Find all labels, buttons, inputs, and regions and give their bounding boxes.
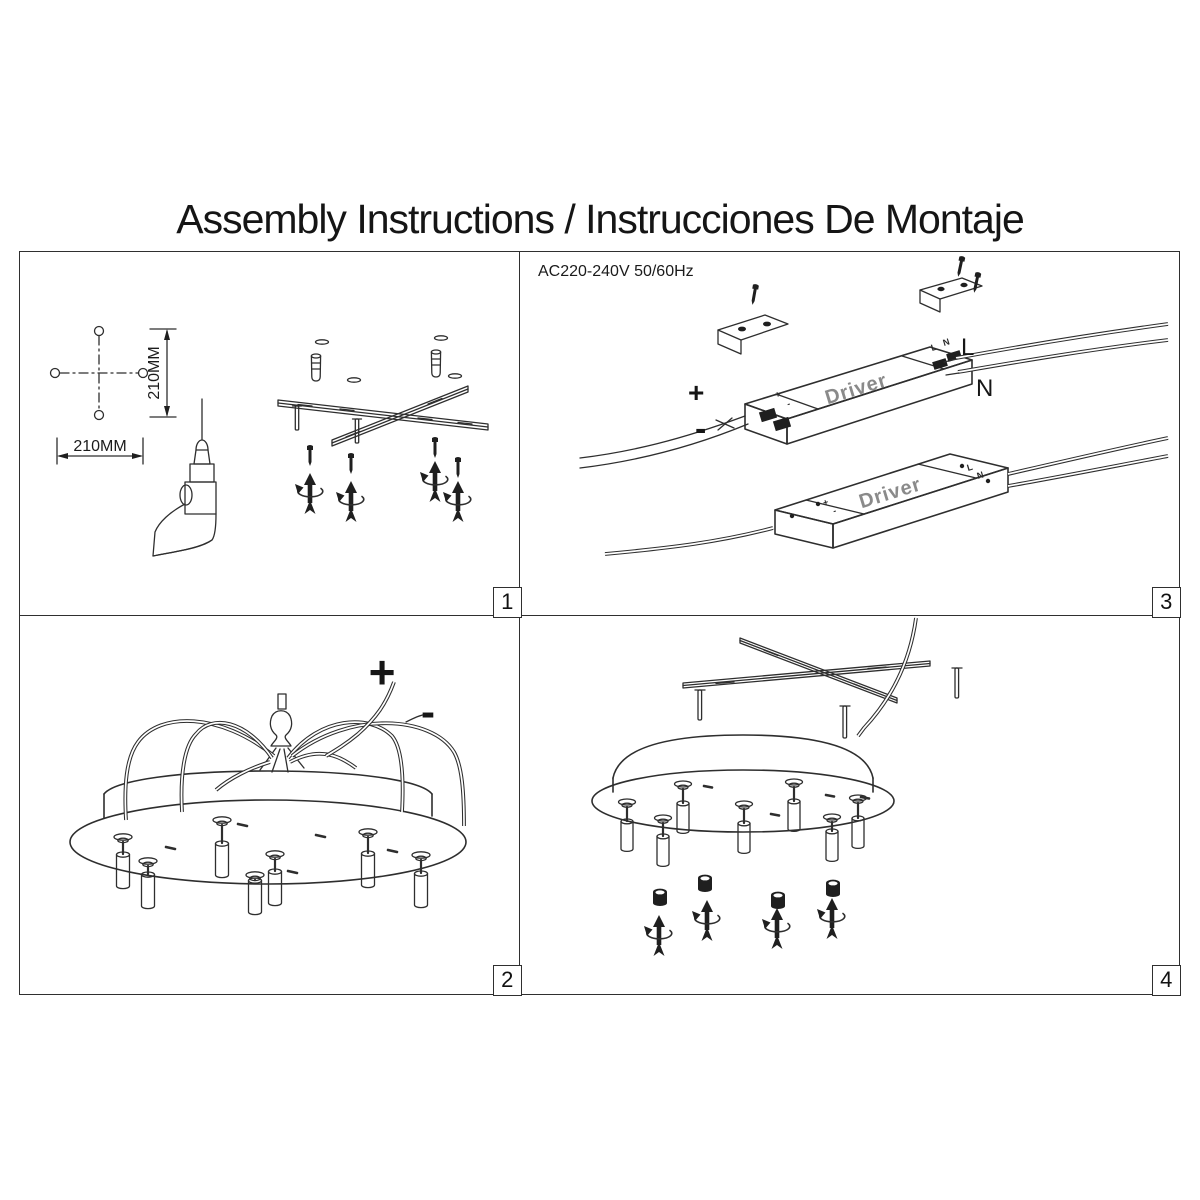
end-cap-icon (698, 875, 712, 892)
driver-cover (920, 278, 982, 312)
screw-icon (955, 256, 965, 278)
driver-label: Driver (822, 369, 890, 410)
driver-label: Driver (856, 473, 924, 514)
screw-icon (348, 453, 354, 474)
bracket-bar (332, 386, 468, 446)
mains-wires (941, 324, 1168, 375)
washer-icon (348, 378, 361, 382)
screw-peg-icon (695, 690, 705, 720)
pendant-tube (412, 852, 430, 908)
step-number-badge: 4 (1152, 965, 1181, 996)
driver-box-exploded (718, 256, 982, 444)
step-number-badge: 3 (1152, 587, 1181, 618)
rotate-arrow-icon (644, 915, 672, 956)
washer-icon (449, 374, 462, 378)
washer-icon (435, 336, 448, 340)
minus-label: - (421, 688, 435, 735)
pendant-tubes (114, 817, 430, 915)
dc-supply-wires (580, 416, 748, 468)
vertical-dimension (146, 329, 176, 417)
end-caps (653, 875, 840, 909)
power-rating-label: AC220-240V 50/60Hz (538, 263, 694, 280)
pendant-tube (675, 781, 692, 833)
plus-label: + (368, 646, 396, 698)
wall-anchor-icon (431, 350, 440, 377)
terminal-neutral-label: N (975, 469, 985, 481)
terminal-live-label: L (965, 461, 974, 473)
terminal-plus-label: + (773, 388, 782, 400)
screw-peg-icon (952, 668, 962, 698)
rotate-arrow-icon (443, 481, 471, 522)
instruction-grid (19, 251, 1180, 995)
panel-3-drawing (520, 252, 1177, 614)
hanging-wire (858, 618, 916, 736)
terminal-minus-label: - (785, 398, 792, 409)
mounting-holes-pattern (51, 327, 148, 420)
neutral-label: N (976, 375, 994, 402)
screw-icon (432, 437, 438, 458)
screw-peg-icon (840, 706, 850, 738)
end-cap-icon (771, 892, 785, 909)
pendant-tube (736, 801, 753, 853)
panel-step-2 (19, 615, 521, 995)
pendant-tube (619, 799, 636, 851)
pendant-tubes (619, 779, 867, 866)
terminal-block (773, 417, 791, 431)
terminal-neutral-label: N (941, 336, 951, 348)
pendant-tube (213, 817, 231, 878)
rotate-arrow-icon (420, 461, 448, 502)
pendant-tube (655, 815, 672, 866)
terminal-plus-label: + (821, 496, 830, 508)
pendant-tube (266, 851, 284, 906)
step-number-badge: 2 (493, 965, 522, 996)
screw-icon (749, 284, 759, 306)
end-cap-icon (826, 880, 840, 897)
dim-horizontal-label: 210MM (73, 438, 127, 455)
pendant-tube (786, 779, 803, 831)
live-label: L (961, 334, 975, 361)
driver-box-assembled (605, 438, 1168, 554)
panel-step-4 (519, 615, 1180, 995)
plate-slots (704, 786, 869, 816)
minus-label: - (695, 410, 707, 448)
plate-slots (166, 824, 397, 873)
horizontal-dimension (57, 438, 143, 464)
dim-vertical-label: 210MM (146, 346, 163, 400)
rotate-arrows (644, 898, 845, 956)
mounted-bracket (683, 638, 962, 738)
terminal-minus-label: - (831, 505, 838, 516)
panel-step-1 (19, 251, 521, 617)
panel-1-drawing (20, 252, 518, 614)
rotate-arrow-icon (817, 898, 845, 939)
rotate-arrow-icon (295, 473, 323, 514)
plus-label: + (688, 377, 705, 408)
page-title: Assembly Instructions / Instrucciones De Montaje (176, 196, 1024, 242)
pendant-tube (824, 814, 841, 861)
driver-cover (718, 315, 788, 354)
washer-icon (316, 340, 329, 344)
rotate-arrow-icon (692, 900, 720, 941)
pendant-tube (246, 872, 264, 915)
end-cap-icon (653, 889, 667, 906)
pendant-tube (114, 834, 132, 889)
rotate-arrow-icon (762, 908, 790, 949)
screw-icon (455, 457, 461, 478)
screw-peg-icon (293, 406, 302, 430)
screw-icon (307, 445, 313, 466)
panel-2-drawing (20, 616, 518, 992)
mounting-bracket (278, 336, 488, 522)
drill-icon (153, 399, 216, 556)
wall-anchor-icon (311, 354, 320, 381)
rotate-arrow-icon (336, 481, 364, 522)
terminal-live-label: L (929, 341, 938, 353)
panel-step-3 (519, 251, 1180, 617)
pendant-tube (139, 858, 157, 909)
step-number-badge: 1 (493, 587, 522, 618)
panel-4-drawing (520, 616, 1177, 992)
